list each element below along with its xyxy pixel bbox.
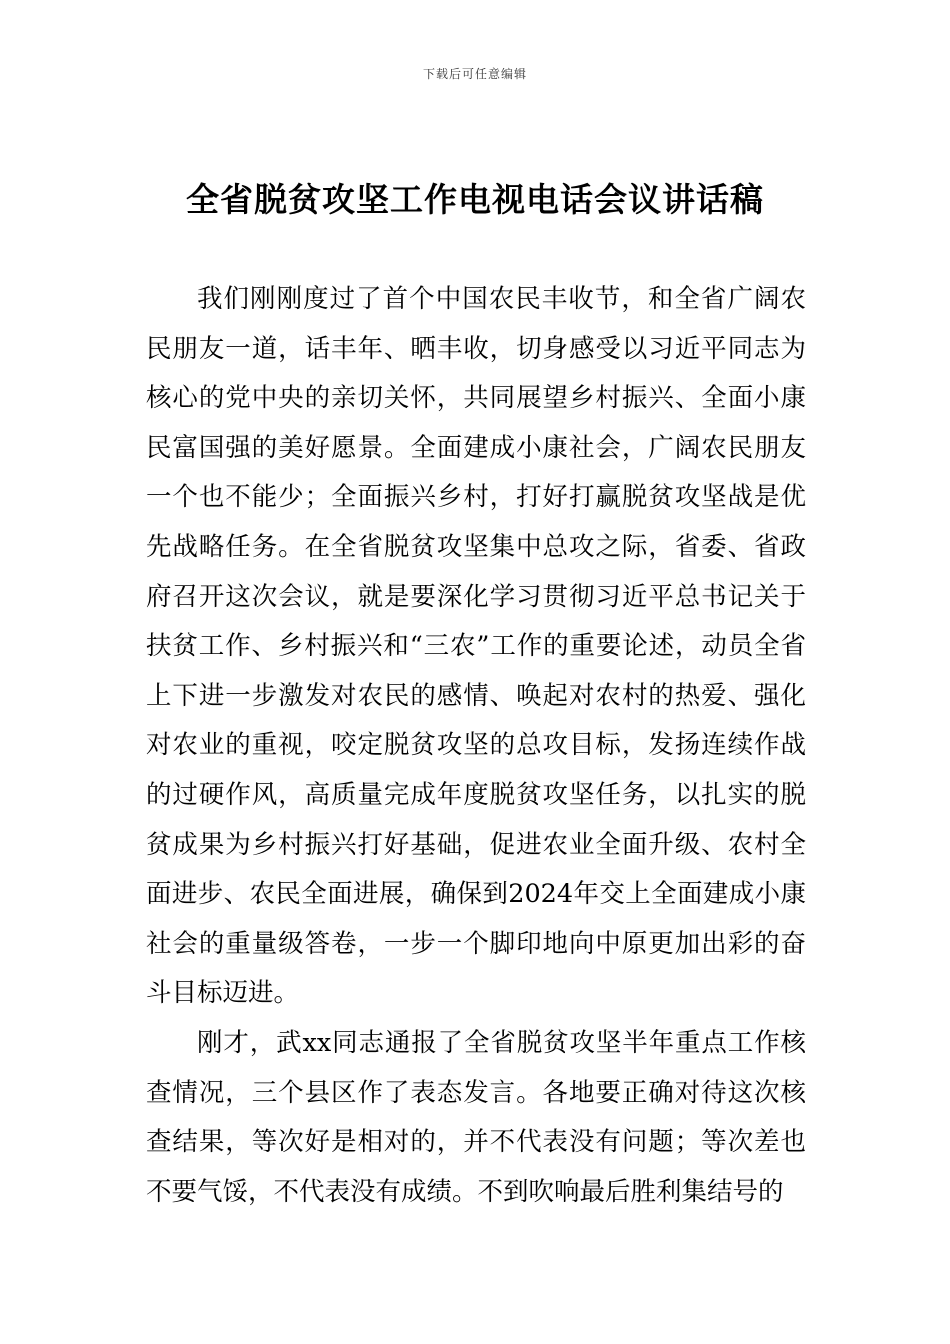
document-title: 全省脱贫攻坚工作电视电话会议讲话稿 (186, 180, 764, 219)
document-body (146, 275, 806, 1217)
paragraph-2: 刚才，武xx同志通报了全省脱贫攻坚半年重点工作核查情况，三个县区作了表态发言。各地要正确对待这次核查结果，等次好是相对的，并不代表没有问题；等次差也不要气馁，不代表没有成绩。不到吹响最后胜利集结号的 (146, 1027, 806, 1207)
header-note: 下载后可任意编辑 (422, 67, 527, 81)
paragraph-1: 我们刚刚度过了首个中国农民丰收节，和全省广阔农民朋友一道，话丰年、晒丰收，切身感受以习近平同志为核心的党中央的亲切关怀，共同展望乡村振兴、全面小康民富国强的美好愿景。全面建成小康社会，广阔农民朋友一个也不能少；全面振兴乡村，打好打赢脱贫攻坚战是优先战略任务。在全省脱贫攻坚集中总攻之际，省委、省政府召开这次会议，就是要深化学习贯彻习近平总书记关于扶贫工作、乡村振兴和“三农”工作的重要论述，动员全省上下进一步激发对农民的感情、唤起对农村的热爱、强化对农业的重视，咬定脱贫攻坚的总攻目标，发扬连续作战的过硬作风，高质量完成年度脱贫攻坚任务，以扎实的脱贫成果为乡村振兴打好基础，促进农业全面升级、农村全面进步、农民全面进展，确保到2024年交上全面建成小康社会的重量级答卷，一步一个脚印地向中原更加出彩的奋斗目标迈进。 (146, 284, 806, 1009)
